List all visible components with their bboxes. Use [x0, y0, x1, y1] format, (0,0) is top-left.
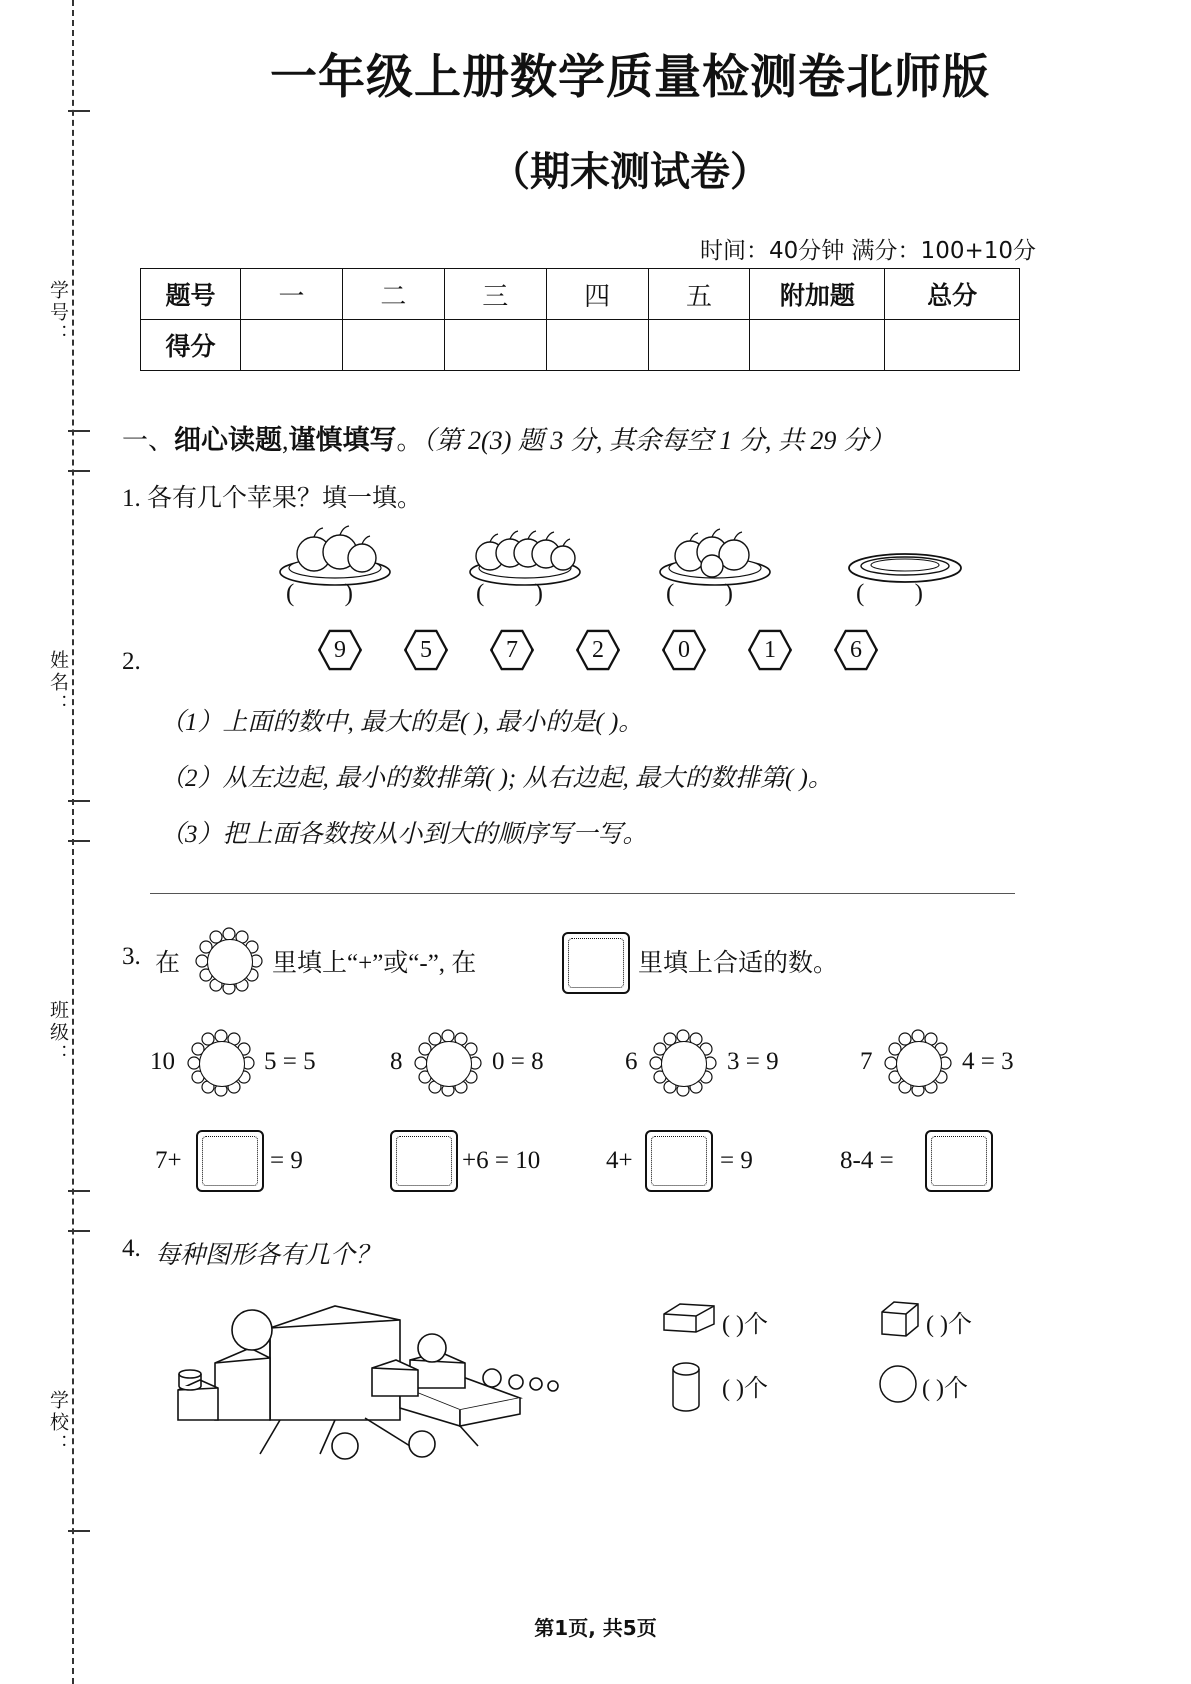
question-3-text-b: 里填上“+”或“-”, 在 [272, 950, 477, 977]
section-one-prefix: 一、 [122, 426, 175, 455]
q1-blank-2[interactable]: ( ) [476, 580, 565, 607]
score-cell-total[interactable] [885, 320, 1020, 371]
section-one-suffix: 。 [396, 426, 423, 455]
number-card-7 [834, 628, 878, 672]
flower-circle-icon-sample [196, 928, 262, 994]
page-subtitle: （期末测试卷） [490, 149, 770, 195]
q4-answer-3[interactable]: ( )个 [722, 1376, 768, 1402]
q3-r2-3-right: = 9 [720, 1147, 753, 1174]
score-cell-4[interactable] [546, 320, 648, 371]
score-cell-1[interactable] [241, 320, 343, 371]
time-and-score-info: 时间：40分钟 满分：100+10分 [699, 238, 1036, 264]
number-card-5 [662, 628, 706, 672]
cube-icon [876, 1298, 924, 1342]
margin-label-name: 姓名： [47, 650, 69, 716]
question-2-sub-1[interactable]: （1）上面的数中, 最大的是( ), 最小的是( )。 [160, 709, 644, 736]
q4-answer-1[interactable]: ( )个 [722, 1312, 768, 1338]
cuboid-icon [660, 1300, 718, 1338]
number-card-7-value: 6 [850, 636, 862, 663]
score-cell-3[interactable] [444, 320, 546, 371]
margin-labels [18, 0, 72, 1684]
question-1-number: 1. [122, 485, 141, 512]
q3-answer-box-1[interactable] [196, 1130, 264, 1192]
question-3-number: 3. [122, 943, 141, 970]
score-table-col-total: 总分 [885, 269, 1020, 320]
question-4-text: 每种图形各有几个？ [155, 1242, 381, 1269]
question-2-sub-2[interactable]: （2）从左边起, 最小的数排第( ); 从右边起, 最大的数排第( )。 [160, 765, 833, 792]
page-footer: 第1页, 共5页 [534, 1616, 657, 1640]
q3-answer-box-3[interactable] [645, 1130, 713, 1192]
q3-r2-1-right: = 9 [270, 1147, 303, 1174]
number-card-1-value: 9 [334, 636, 346, 663]
section-one-bold-1: 细心读题 [174, 425, 283, 456]
q4-answer-4[interactable]: ( )个 [922, 1376, 968, 1402]
margin-label-school: 学校： [47, 1390, 69, 1456]
section-one-note: （第 2(3) 题 3 分, 其余每空 1 分, 共 29 分） [422, 426, 895, 455]
q3-operator-circle-2[interactable] [415, 1030, 481, 1096]
q1-blank-1[interactable]: ( ) [286, 580, 375, 607]
score-cell-extra[interactable] [750, 320, 885, 371]
question-1-text: 各有几个苹果？填一填。 [147, 485, 423, 512]
score-table-col-2: 二 [342, 269, 444, 320]
q3-r1-4-right: 4 = 3 [962, 1048, 1014, 1075]
q3-operator-circle-1[interactable] [188, 1030, 254, 1096]
q3-r1-4-left: 7 [860, 1048, 873, 1075]
margin-label-student-id: 学号： [47, 280, 69, 346]
sphere-icon [876, 1362, 920, 1406]
q3-answer-box-2[interactable] [390, 1130, 458, 1192]
number-card-1 [318, 628, 362, 672]
score-table-row-label: 题号 [141, 269, 241, 320]
q3-r1-2-right: 0 = 8 [492, 1048, 544, 1075]
question-2-sub-3: （3）把上面各数按从小到大的顺序写一写。 [160, 821, 648, 848]
number-card-3-value: 7 [506, 636, 518, 663]
cylinder-icon [666, 1360, 706, 1416]
q3-r2-4-left: 8-4 = [840, 1147, 894, 1174]
q3-r1-2-left: 8 [390, 1048, 403, 1075]
section-divider [150, 893, 1015, 894]
number-card-5-value: 0 [678, 636, 690, 663]
q1-blank-3[interactable]: ( ) [666, 580, 755, 607]
q3-answer-box-4[interactable] [925, 1130, 993, 1192]
q3-r1-3-right: 3 = 9 [727, 1048, 779, 1075]
q4-answer-2[interactable]: ( )个 [926, 1312, 972, 1338]
q3-r2-2-right: +6 = 10 [462, 1147, 541, 1174]
score-table-row-label-2: 得分 [141, 320, 241, 371]
number-card-4-value: 2 [592, 636, 604, 663]
score-table-col-extra: 附加题 [750, 269, 885, 320]
question-2-number: 2. [122, 648, 141, 675]
answer-box-sample[interactable] [562, 932, 630, 994]
number-card-6 [748, 628, 792, 672]
margin-label-class: 班级： [47, 1000, 69, 1066]
score-table-col-5: 五 [648, 269, 750, 320]
margin-dashed-line [72, 0, 74, 1684]
number-card-2-value: 5 [420, 636, 432, 663]
question-4-number: 4. [122, 1235, 141, 1262]
score-table [140, 268, 1020, 371]
section-one-bold-2: 谨慎填写 [288, 425, 397, 456]
q3-r2-3-left: 4+ [606, 1147, 633, 1174]
page-title: 一年级上册数学质量检测卷北师版 [270, 50, 990, 105]
number-card-6-value: 1 [764, 636, 776, 663]
q3-r1-1-right: 5 = 5 [264, 1048, 316, 1075]
score-table-col-4: 四 [546, 269, 648, 320]
section-one-heading [122, 418, 895, 457]
solids-construction-illustration [160, 1268, 590, 1458]
section-one-mid: , [282, 426, 289, 455]
table-row [141, 269, 1020, 320]
q1-blank-4[interactable]: ( ) [856, 580, 945, 607]
question-3-text-a: 在 [155, 950, 181, 977]
score-table-col-3: 三 [444, 269, 546, 320]
number-card-3 [490, 628, 534, 672]
q3-r1-1-left: 10 [150, 1048, 175, 1075]
score-table-col-1: 一 [241, 269, 343, 320]
table-row [141, 320, 1020, 371]
question-2-number-cards [300, 628, 920, 674]
question-3-text-c: 里填上合适的数。 [638, 950, 839, 977]
number-card-2 [404, 628, 448, 672]
score-cell-5[interactable] [648, 320, 750, 371]
q3-operator-circle-3[interactable] [650, 1030, 716, 1096]
number-card-4 [576, 628, 620, 672]
score-cell-2[interactable] [342, 320, 444, 371]
q3-r2-1-left: 7+ [155, 1147, 182, 1174]
q3-r1-3-left: 6 [625, 1048, 638, 1075]
q3-operator-circle-4[interactable] [885, 1030, 951, 1096]
